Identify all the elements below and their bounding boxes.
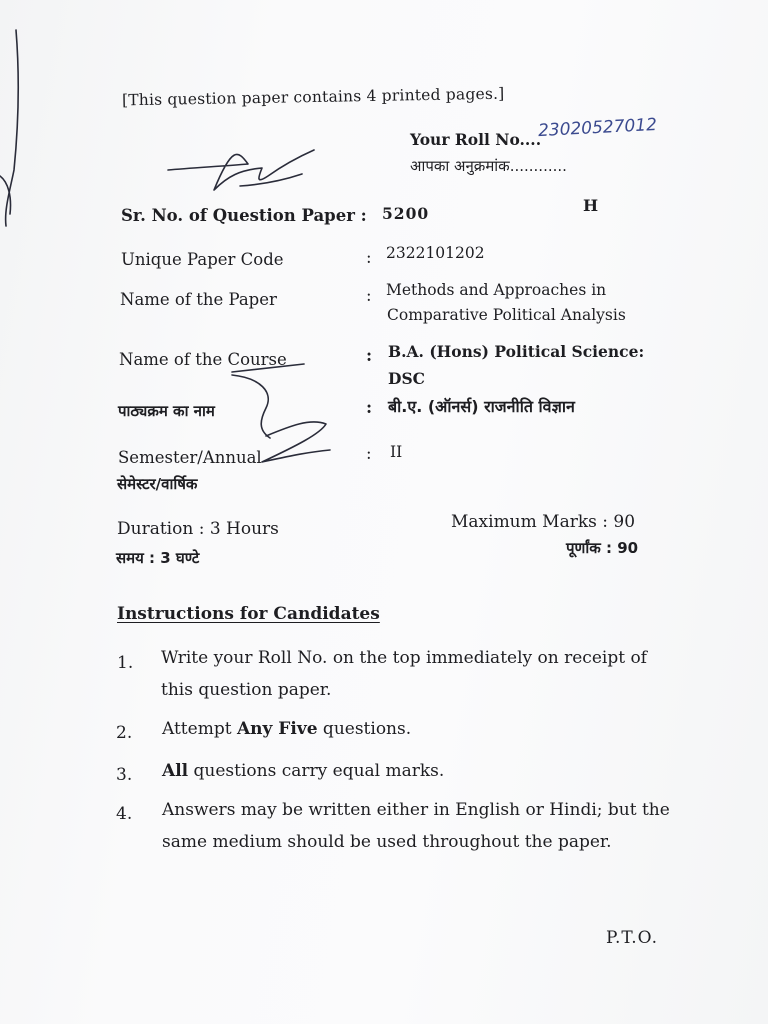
colon: : (366, 286, 372, 305)
course-name-line-2: DSC (388, 369, 425, 388)
max-marks-label: Maximum Marks : 90 (451, 512, 636, 532)
instruction-1-text: Write your Roll No. on the top immediately on receipt of this question paper. (161, 648, 647, 700)
duration-label: Duration : 3 Hours (117, 519, 279, 539)
serial-number-value: 5200 (382, 204, 430, 223)
page-turn-note: P.T.O. (606, 928, 658, 948)
instruction-number: 4. (116, 804, 133, 824)
colon: : (366, 248, 372, 267)
page-count-note: [This question paper contains 4 printed pages.] (121, 84, 505, 110)
roll-number-label-hindi: आपका अनुक्रमांक............ (410, 157, 567, 175)
paper-code-label: Unique Paper Code (121, 250, 284, 269)
instruction-number: 2. (116, 723, 133, 743)
course-name-hindi-value: बी.ए. (ऑनर्स) राजनीति विज्ञान (388, 397, 575, 416)
colon: : (366, 398, 373, 417)
instruction-3-text: All questions carry equal marks. (162, 761, 445, 781)
instructions-heading: Instructions for Candidates (117, 604, 380, 624)
instruction-2-text: Attempt Any Five questions. (162, 719, 412, 739)
paper-name-label: Name of the Paper (120, 290, 277, 309)
course-name-label-hindi: पाठ्यक्रम का नाम (118, 402, 215, 420)
instruction-4-text: Answers may be written either in English or Hindi; but the same medium should be used throughout the paper. (162, 800, 670, 852)
instruction-number: 1. (117, 653, 134, 673)
set-code: H (583, 196, 599, 215)
semester-label: Semester/Annual (118, 448, 262, 467)
paper-name-line-2: Comparative Political Analysis (387, 306, 626, 324)
paper-code-value: 2322101202 (386, 244, 485, 262)
course-name-label: Name of the Course (119, 350, 287, 369)
semester-value: II (390, 443, 403, 461)
paper-name-line-1: Methods and Approaches in (386, 281, 607, 299)
roll-number-handwritten: 23020527012 (537, 114, 658, 142)
colon: : (366, 444, 372, 463)
serial-number-label: Sr. No. of Question Paper : (121, 206, 367, 225)
duration-label-hindi: समय : 3 घण्टे (116, 549, 200, 567)
max-marks-label-hindi: पूर्णांक : 90 (566, 539, 639, 557)
colon: : (366, 346, 373, 365)
course-name-line-1: B.A. (Hons) Political Science: (388, 342, 645, 361)
semester-label-hindi: सेमेस्टर/वार्षिक (117, 475, 198, 493)
roll-number-label: Your Roll No.... (410, 130, 542, 149)
instruction-number: 3. (116, 765, 133, 785)
